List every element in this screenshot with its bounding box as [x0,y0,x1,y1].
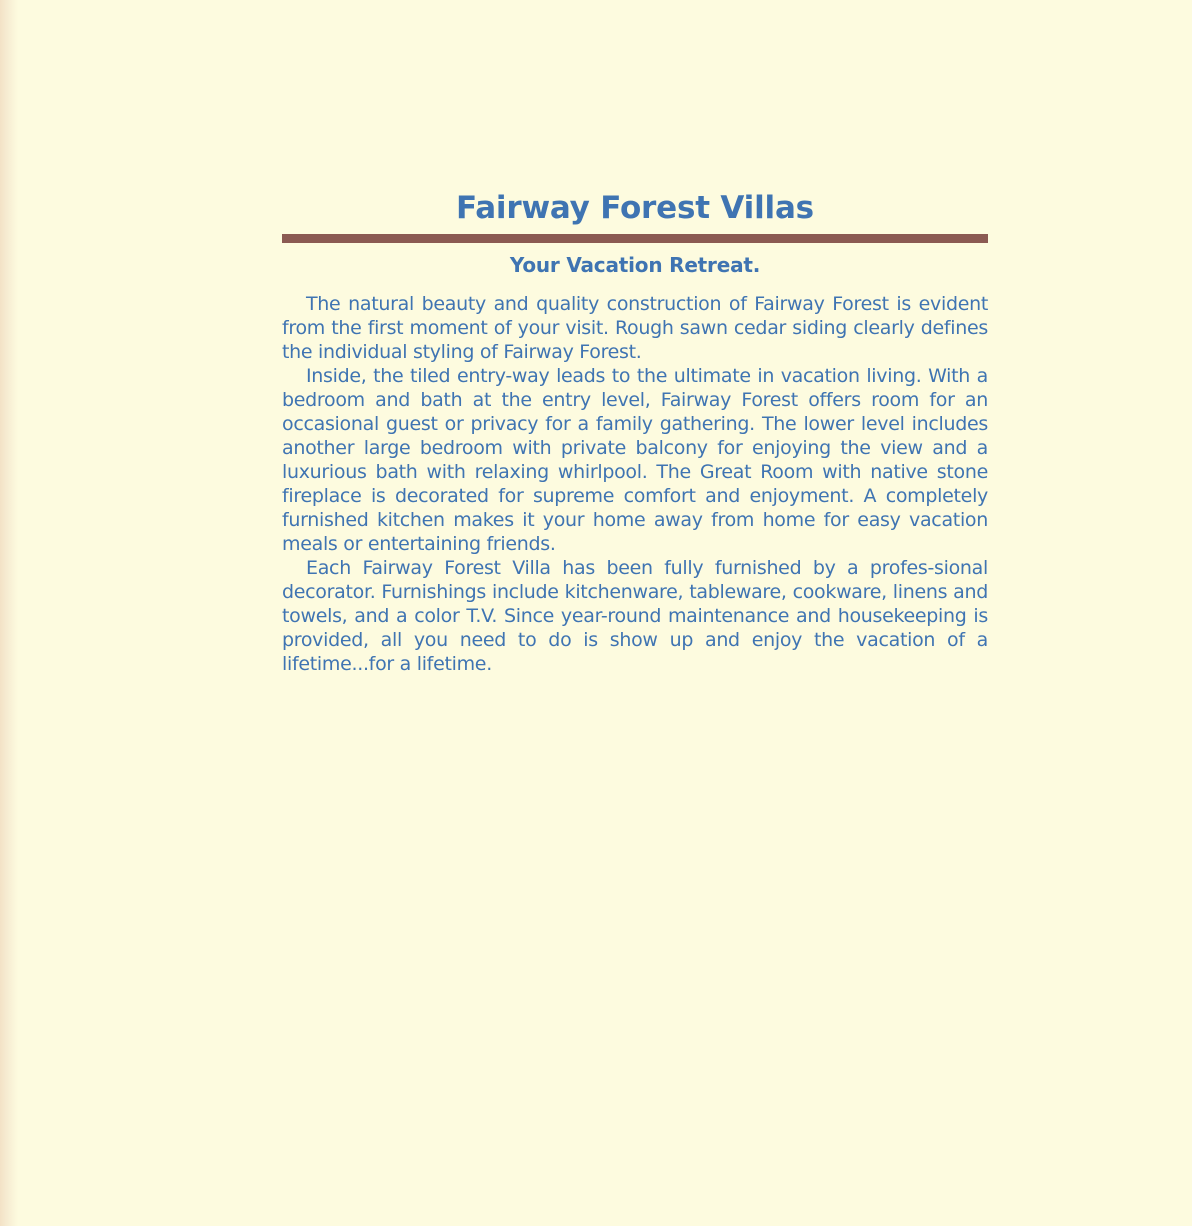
page-title: Fairway Forest Villas [456,190,814,226]
page-left-edge [0,0,18,1226]
content-block [282,184,988,676]
paragraph-3: Each Fairway Forest Villa has been fully furnished by a profes-sional decorator. Furnishings include kitchenware, tableware, cookware, linens and towels, and a color T.V. Since year-round maintenance and housekeeping is provided, all you need to do is show up and enjoy the vacation of a lifetime...for a lifetime. [282,557,988,675]
paragraph-2: Inside, the tiled entry-way leads to the ultimate in vacation living. With a bedroom and bath at the entry level, Fairway Forest offers room for an occasional guest or privacy for a family gathering. The lower level includes another large bedroom with private balcony for enjoying the view and a luxurious bath with relaxing whirlpool. The Great Room with native stone fireplace is decorated for supreme comfort and enjoyment. A completely furnished kitchen makes it your home away from home for easy vacation meals or entertaining friends. [282,365,988,555]
page-subtitle: Your Vacation Retreat. [509,253,761,277]
title-divider [282,234,988,243]
paragraph-1: The natural beauty and quality construction of Fairway Forest is evident from the first moment of your visit. Rough sawn cedar siding clearly defines the individual styling of Fairway Forest. [282,293,988,363]
body-text [282,292,988,676]
